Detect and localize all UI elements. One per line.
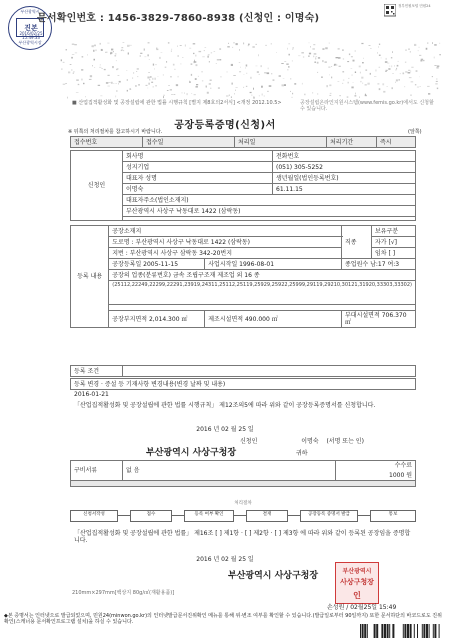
registration-section-label: 등록 내용 — [71, 226, 109, 328]
mfg-area-label: 제조시설면적 — [208, 315, 244, 323]
seal-time: 15:49:33 — [22, 35, 40, 40]
employees-value: 남:17 여:3 — [370, 260, 400, 268]
official-red-seal — [335, 562, 379, 604]
flow-step-6: 통보 — [370, 510, 416, 522]
docs-value: 없 음 — [123, 461, 336, 481]
seal-date: 2016/02/25 — [19, 31, 43, 36]
fee-label: 수수료 — [394, 462, 412, 469]
receipt-date-label: 접수일 — [143, 137, 235, 148]
seal-core-text: 진본 — [24, 24, 38, 32]
footer-notice: ◆본 증명서는 인터넷으로 발급되었으며, 민원24(minwon.go.kr)의 인터넷발급문서진위확인 메뉴를 통해 위·변조 여부를 확인할 수 있습니다.(발급일로부터 90일까지) 또한 문서하단의 바코드로도 진위확인(스캐너용 문서확인프로그램 설치)을 하실 수 있습니다. — [4, 613, 442, 625]
phone-value: (051) 305-5252 — [273, 162, 416, 173]
applicant-sign-name: 이명숙 — [301, 438, 319, 445]
form-law-reference: ■ 산업집적활성화 및 공장설립에 관한 법률 시행규칙 [별지 제8호의2서식] <개정 2012.10.5> — [72, 100, 282, 106]
employees-label: 종업원수 — [345, 260, 369, 268]
processing-period-value: 즉시 — [377, 137, 416, 148]
reg-date-value: 2005-11-15 — [143, 260, 179, 268]
address-value: 부산광역시 사상구 낙동대로 1422 (삼락동) — [123, 206, 416, 217]
flow-step-5: 공장등록 증명서 발급 — [300, 510, 358, 522]
change-label: 등록 변경 · 증설 등 기재사항 변경내용(변경 날짜 및 내용) — [71, 379, 416, 390]
flow-step-4: 결재 — [246, 510, 288, 522]
flow-arrow — [358, 515, 370, 516]
certification-text: 「산업집적활성화 및 공장설립에 관한 법률」 제16조 [ ] 제1항 · [ ] 제2항 · [ ] 제3항 에 따라 위와 같이 등록된 공장임을 증명합니다. — [74, 530, 411, 544]
applicant-signature-line — [240, 438, 364, 445]
ceo-label: 대표자 성명 — [123, 173, 273, 184]
page-side-label: (앞쪽) — [408, 129, 422, 135]
process-note: ※ 뒤쪽의 처리절차를 참고하시기 바랍니다. — [68, 129, 163, 135]
ownership-label: 보유구분 — [372, 226, 416, 237]
conditions-table — [70, 365, 416, 377]
type-label: 직종 — [342, 226, 372, 259]
portal-mark — [384, 4, 444, 32]
ownership-rent: 임차 [ ] — [372, 248, 416, 259]
docs-label: 구비서류 — [71, 461, 123, 481]
address-label: 대표자주소(법인소재지) — [123, 195, 416, 206]
declaration-text: 「산업집적활성화 및 공장설립에 관한 법률 시행규칙」 제12조의5에 따라 위와 같이 공장등록증명서를 신청합니다. — [74, 402, 376, 409]
start-date-value: 1996-08-01 — [239, 260, 275, 268]
receipt-table — [70, 136, 416, 148]
company-value: 성지기업 — [123, 162, 273, 173]
processing-period-label: 처리기간 — [327, 137, 377, 148]
fee-value: 1000 원 — [389, 472, 412, 479]
flow-step-2: 접수 — [130, 510, 172, 522]
applicant-table — [70, 150, 416, 221]
red-seal-top: 부산광역시 — [342, 568, 372, 575]
flow-step-1: 신청서작성 — [70, 510, 118, 522]
company-label: 회사명 — [123, 151, 273, 162]
red-seal-bottom: 인 — [353, 591, 361, 600]
seal-ring-top: 부산광역시 — [20, 9, 40, 14]
location-label: 공장소재지 — [109, 226, 342, 237]
products-label: 공장의 업종(분류번호) 금속 조립구조재 제조업 외 16 종 — [109, 270, 416, 281]
flow-arrow — [118, 515, 130, 516]
red-seal-mid: 사상구청장 — [340, 578, 374, 586]
flow-caption: 처리절차 — [234, 501, 252, 506]
birth-label: 생년월일(법인등록번호) — [273, 173, 416, 184]
flow-arrow — [172, 515, 184, 516]
applicant-section-label: 신청인 — [71, 151, 123, 221]
portal-brand: 정부민원포털 민원24 — [398, 4, 431, 8]
receipt-no-label: 접수번호 — [71, 137, 143, 148]
change-date: 2016-01-21 — [74, 391, 109, 398]
product-codes: (25112,22249,22299,22291,23919,24311,25112,25119,25929,25922,25999,29119,29210,30121,31920,33303,33302) — [109, 281, 416, 305]
lot-address: 지번 : 부산광역시 사상구 삼락동 342-20번지 — [109, 248, 342, 259]
ownership-own: 자가 [√] — [372, 237, 416, 248]
declaration-date: 2016 년 02 월 25 일 — [196, 426, 254, 433]
fee-table — [70, 460, 416, 487]
qr-code-icon — [384, 4, 396, 22]
ceo-value: 이명숙 — [123, 184, 273, 195]
conditions-label: 등록 조건 — [71, 366, 123, 377]
document-number: 문서확인번호 : 1456-3829-7860-8938 (신청인 : 이명숙) — [37, 13, 320, 24]
certification-date: 2016 년 02 월 25 일 — [196, 556, 254, 563]
authority-honorific: 귀하 — [296, 450, 308, 457]
road-address: 도로명 : 부산광역시 사상구 낙동대로 1422 (삼락동) — [109, 237, 342, 248]
security-pattern — [0, 40, 450, 100]
sign-or-seal: (서명 또는 인) — [326, 438, 364, 445]
site-area-value: 2,014.300 ㎡ — [148, 315, 188, 323]
start-date-label: 사업시작일 — [208, 260, 238, 268]
applicant-sign-label: 신청인 — [240, 438, 258, 445]
process-flow — [70, 506, 416, 526]
barcode-icon — [360, 624, 444, 638]
certification-authority: 부산광역시 사상구청장 — [228, 571, 319, 581]
reg-date-label: 공장등록일 — [112, 260, 142, 268]
issuer-stamp: 손성원 / 02월25일 15:49 — [327, 604, 397, 611]
authority-name: 부산광역시 사상구청장 — [146, 448, 237, 458]
form-law-note: 공장설립온라인지원시스템(www.femis.go.kr)에서도 신청할 수 있습니다. — [300, 100, 434, 112]
change-table — [70, 378, 416, 390]
support-area-label: 부대시설면적 — [345, 312, 380, 319]
birth-value: 61.11.15 — [273, 184, 416, 195]
seal-ring-bottom: 부산광역시장 — [18, 40, 42, 45]
flow-arrow — [288, 515, 300, 516]
phone-label: 전화번호 — [273, 151, 416, 162]
registration-table — [70, 225, 416, 328]
site-area-label: 공장부지면적 — [112, 315, 148, 323]
flow-step-3: 등록 여부 확인 — [184, 510, 234, 522]
processing-date-label: 처리일 — [235, 137, 327, 148]
paper-spec: 210mm×297mm[백상지 80g/㎡(재활용품)] — [72, 590, 175, 596]
page-title: 공장등록증명(신청)서 — [174, 120, 276, 131]
mfg-area-value: 490.000 ㎡ — [244, 315, 278, 323]
support-area-value: 706.370 ㎡ — [345, 312, 407, 326]
flow-arrow — [234, 515, 246, 516]
